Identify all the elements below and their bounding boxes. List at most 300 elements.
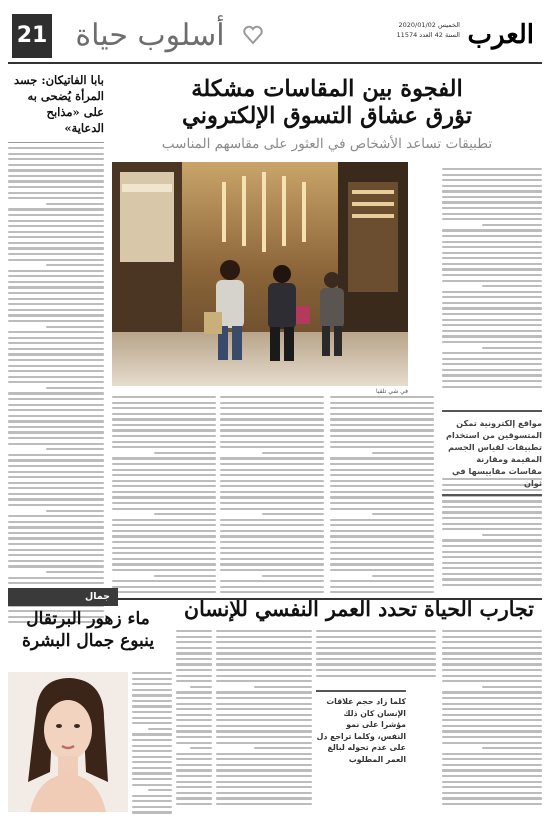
body-text-line — [112, 530, 216, 532]
body-text-line — [8, 582, 104, 584]
body-text-line — [442, 257, 542, 259]
body-text-line — [112, 547, 216, 549]
beauty-section-label: جمال — [8, 588, 118, 606]
body-text-line — [220, 496, 324, 498]
body-text-line — [442, 296, 542, 298]
body-text-line — [176, 680, 212, 682]
body-text-line — [8, 504, 104, 506]
psych-column-3 — [216, 630, 312, 805]
body-text-line — [442, 229, 542, 231]
body-text-line — [46, 571, 104, 573]
body-text-line — [132, 733, 172, 735]
body-text-line — [8, 186, 104, 188]
body-text-line — [154, 513, 216, 515]
body-text-line — [112, 535, 216, 537]
body-text-line — [112, 586, 216, 588]
body-text-line — [216, 775, 312, 777]
body-text-line — [442, 274, 542, 276]
body-text-line — [330, 463, 434, 465]
body-text-line — [46, 510, 104, 512]
body-text-line — [442, 280, 542, 282]
body-text-line — [176, 792, 212, 794]
body-text-line — [220, 463, 324, 465]
body-text-line — [220, 535, 324, 537]
body-text-line — [220, 435, 324, 437]
body-text-line — [220, 524, 324, 526]
body-text-line — [8, 314, 104, 316]
body-text-line — [316, 641, 436, 643]
headline-line-2: تؤرق عشاق التسوق الإلكتروني — [181, 103, 473, 129]
body-text-line — [112, 402, 216, 404]
body-text-line — [112, 469, 216, 471]
body-text-line — [132, 689, 172, 691]
body-text-line — [220, 541, 324, 543]
body-text-line — [442, 697, 542, 699]
body-text-line — [442, 235, 542, 237]
newspaper-logo: العرب — [467, 20, 534, 50]
body-text-line — [112, 457, 216, 459]
body-text-line — [330, 519, 434, 521]
body-text-line — [132, 778, 172, 780]
body-text-line — [132, 711, 172, 713]
body-text-line — [442, 539, 542, 541]
body-text-line — [176, 742, 212, 744]
body-text-line — [330, 480, 434, 482]
body-text-line — [442, 252, 542, 254]
body-text-line — [8, 353, 104, 355]
body-text-line — [112, 558, 216, 560]
body-text-line — [442, 730, 542, 732]
body-text-line — [216, 630, 312, 632]
body-text-line — [216, 663, 312, 665]
body-text-line — [220, 424, 324, 426]
body-text-line — [112, 569, 216, 571]
body-text-line — [132, 700, 172, 702]
body-text-line — [220, 396, 324, 398]
body-text-line — [176, 669, 212, 671]
body-text-line — [442, 341, 542, 343]
body-text-line — [442, 168, 542, 170]
body-text-line — [316, 658, 436, 660]
body-text-line — [442, 380, 542, 382]
body-text-line — [8, 376, 104, 378]
body-text-line — [442, 528, 542, 530]
body-text-line — [112, 485, 216, 487]
body-text-line — [176, 758, 212, 760]
body-text-line — [442, 567, 542, 569]
body-text-line — [330, 424, 434, 426]
body-text-line — [112, 463, 216, 465]
body-text-line — [442, 241, 542, 243]
body-text-line — [220, 502, 324, 504]
body-text-line — [176, 786, 212, 788]
body-text-line — [176, 719, 212, 721]
body-text-line — [8, 381, 104, 383]
body-text-line — [442, 578, 542, 580]
body-text-line — [220, 441, 324, 443]
body-text-line — [330, 580, 434, 582]
body-text-line — [112, 524, 216, 526]
body-text-line — [216, 725, 312, 727]
body-text-line — [442, 797, 542, 799]
body-text-line — [216, 680, 312, 682]
body-text-line — [112, 552, 216, 554]
body-text-line — [176, 714, 212, 716]
body-text-line — [176, 636, 212, 638]
body-text-line — [190, 686, 212, 688]
body-text-line — [220, 586, 324, 588]
body-text-line — [46, 264, 104, 266]
body-text-line — [442, 207, 542, 209]
body-text-line — [330, 491, 434, 493]
body-text-line — [216, 742, 312, 744]
section-title: أسلوب حياة — [75, 18, 225, 53]
body-text-line — [442, 764, 542, 766]
body-text-line — [8, 392, 104, 394]
body-text-line — [330, 535, 434, 537]
body-text-line — [330, 547, 434, 549]
body-text-line — [8, 398, 104, 400]
body-text-line — [482, 534, 542, 536]
body-text-line — [442, 246, 542, 248]
body-text-line — [8, 465, 104, 467]
body-text-line — [442, 302, 542, 304]
body-text-line — [442, 703, 542, 705]
body-text-line — [442, 324, 542, 326]
body-text-line — [216, 641, 312, 643]
body-text-line — [330, 396, 434, 398]
body-text-line — [442, 523, 542, 525]
body-text-line — [216, 803, 312, 805]
body-text-line — [442, 736, 542, 738]
body-text-line — [220, 491, 324, 493]
body-text-line — [216, 764, 312, 766]
body-text-line — [220, 591, 324, 593]
body-text-line — [220, 429, 324, 431]
body-text-line — [330, 496, 434, 498]
body-text-line — [176, 691, 212, 693]
body-text-line — [330, 418, 434, 420]
body-text-line — [216, 736, 312, 738]
body-text-line — [46, 326, 104, 328]
body-text-line — [8, 337, 104, 339]
body-text-line — [8, 169, 104, 171]
body-text-line — [8, 498, 104, 500]
body-text-line — [372, 452, 434, 454]
body-text-line — [132, 717, 172, 719]
headline-line-1: الفجوة بين المقاسات مشكلة — [191, 76, 463, 102]
body-text-line — [220, 569, 324, 571]
body-text-line — [176, 797, 212, 799]
body-text-line — [176, 764, 212, 766]
body-text-line — [8, 482, 104, 484]
body-text-line — [330, 446, 434, 448]
body-text-line — [316, 647, 436, 649]
body-text-line — [442, 319, 542, 321]
body-text-line — [442, 500, 542, 502]
body-text-line — [442, 174, 542, 176]
body-text-line — [112, 502, 216, 504]
body-text-line — [8, 426, 104, 428]
body-text-line — [330, 469, 434, 471]
body-text-line — [254, 747, 312, 749]
body-text-line — [132, 683, 172, 685]
body-text-line — [442, 307, 542, 309]
body-text-line — [216, 675, 312, 677]
body-text-line — [216, 714, 312, 716]
article-column-4 — [112, 396, 216, 593]
body-text-line — [132, 705, 172, 707]
body-text-line — [132, 784, 172, 786]
body-text-line — [220, 402, 324, 404]
body-text-line — [132, 722, 172, 724]
body-text-line — [8, 303, 104, 305]
body-text-line — [176, 703, 212, 705]
body-text-line — [132, 756, 172, 758]
sidebar-title: بابا الفاتيكان: جسد المرأة يُضحى به على «مذابح الدعاية» — [8, 72, 104, 143]
body-text-line — [46, 448, 104, 450]
body-text-line — [442, 218, 542, 220]
body-text-line — [316, 652, 436, 654]
body-text-line — [220, 530, 324, 532]
body-text-line — [442, 511, 542, 513]
body-text-line — [262, 513, 324, 515]
body-text-line — [330, 413, 434, 415]
body-text-line — [216, 719, 312, 721]
body-text-line — [8, 158, 104, 160]
body-text-line — [442, 725, 542, 727]
body-text-line — [8, 164, 104, 166]
body-text-line — [220, 413, 324, 415]
body-text-line — [316, 630, 436, 632]
body-text-line — [8, 253, 104, 255]
body-text-line — [442, 786, 542, 788]
body-text-line — [8, 197, 104, 199]
body-text-line — [482, 686, 542, 688]
article-column-3 — [220, 396, 324, 593]
body-text-line — [8, 214, 104, 216]
body-text-line — [8, 342, 104, 344]
body-text-line — [8, 437, 104, 439]
psych-column-4 — [176, 630, 212, 805]
body-text-line — [442, 719, 542, 721]
body-text-line — [176, 781, 212, 783]
body-text-line — [112, 429, 216, 431]
body-text-line — [442, 562, 542, 564]
body-text-line — [442, 185, 542, 187]
body-text-line — [8, 370, 104, 372]
body-text-line — [132, 739, 172, 741]
body-text-line — [330, 407, 434, 409]
body-text-line — [132, 772, 172, 774]
body-text-line — [8, 359, 104, 361]
body-text-line — [176, 708, 212, 710]
body-text-line — [8, 493, 104, 495]
body-text-line — [330, 441, 434, 443]
body-text-line — [112, 580, 216, 582]
body-text-line — [216, 730, 312, 732]
body-text-line — [176, 736, 212, 738]
psych-column-2 — [316, 630, 436, 677]
body-text-line — [442, 190, 542, 192]
body-text-line — [442, 708, 542, 710]
body-text-line — [442, 675, 542, 677]
body-text-line — [330, 558, 434, 560]
body-text-line — [216, 636, 312, 638]
body-text-line — [8, 532, 104, 534]
body-text-line — [176, 641, 212, 643]
body-text-line — [112, 480, 216, 482]
body-text-line — [8, 443, 104, 445]
body-text-line — [176, 652, 212, 654]
body-text-line — [8, 549, 104, 551]
body-text-line — [442, 758, 542, 760]
body-text-line — [216, 769, 312, 771]
body-text-line — [254, 686, 312, 688]
body-text-line — [8, 515, 104, 517]
body-text-line — [330, 402, 434, 404]
mall-shoppers-photo — [112, 162, 408, 386]
body-text-line — [8, 404, 104, 406]
body-text-line — [330, 552, 434, 554]
body-text-line — [8, 309, 104, 311]
body-text-line — [112, 413, 216, 415]
issue-number: السنة 42 العدد 11574 — [396, 31, 460, 39]
body-text-line — [8, 431, 104, 433]
body-text-line — [8, 543, 104, 545]
body-text-line — [442, 213, 542, 215]
body-text-line — [216, 708, 312, 710]
body-text-line — [8, 320, 104, 322]
body-text-line — [8, 420, 104, 422]
body-text-line — [132, 678, 172, 680]
body-text-line — [148, 728, 172, 730]
photo-caption: في شي تلقيا — [375, 388, 408, 395]
body-text-line — [442, 636, 542, 638]
body-text-line — [176, 753, 212, 755]
body-text-line — [132, 745, 172, 747]
body-text-line — [132, 800, 172, 802]
body-text-line — [8, 331, 104, 333]
body-text-line — [220, 480, 324, 482]
body-text-line — [330, 435, 434, 437]
body-text-line — [112, 491, 216, 493]
body-text-line — [8, 537, 104, 539]
body-text-line — [442, 652, 542, 654]
body-text-line — [8, 526, 104, 528]
body-text-line — [316, 636, 436, 638]
body-text-line — [8, 476, 104, 478]
body-text-line — [8, 281, 104, 283]
body-text-line — [442, 363, 542, 365]
body-text-line — [216, 786, 312, 788]
body-text-line — [220, 563, 324, 565]
body-text-line — [220, 508, 324, 510]
body-text-line — [316, 675, 436, 677]
body-text-line — [442, 545, 542, 547]
body-text-line — [442, 335, 542, 337]
woman-portrait-photo — [8, 672, 128, 812]
main-pullquote: مواقع إلكترونية تمكن المتسوقين من استخدام تطبيقات لقياس الجسم المقيمة ومقارنة مقاسات مقاييسها في ثوان — [442, 410, 542, 496]
body-text-line — [132, 806, 172, 808]
subheadline: تطبيقات تساعد الأشخاص في العثور على مقاسهم المناسب — [161, 136, 493, 152]
body-text-line — [262, 452, 324, 454]
body-text-line — [220, 552, 324, 554]
body-text-line — [112, 541, 216, 543]
body-text-line — [220, 407, 324, 409]
body-text-line — [330, 586, 434, 588]
heart-icon — [242, 24, 264, 46]
body-text-line — [8, 153, 104, 155]
body-text-line — [216, 658, 312, 660]
body-text-line — [112, 396, 216, 398]
body-text-line — [8, 242, 104, 244]
body-text-line — [442, 792, 542, 794]
body-text-line — [112, 474, 216, 476]
body-text-line — [176, 663, 212, 665]
body-text-line — [442, 201, 542, 203]
psychology-headline: تجارب الحياة تحدد العمر النفسي للإنسان — [184, 597, 534, 621]
body-text-line — [8, 298, 104, 300]
body-text-line — [262, 575, 324, 577]
issue-info — [350, 20, 460, 40]
body-text-line — [442, 775, 542, 777]
body-text-line — [330, 569, 434, 571]
body-text-line — [330, 563, 434, 565]
body-text-line — [442, 358, 542, 360]
body-text-line — [8, 259, 104, 261]
body-text-line — [154, 575, 216, 577]
body-text-line — [8, 231, 104, 233]
body-text-line — [442, 330, 542, 332]
body-text-line — [316, 663, 436, 665]
body-text-line — [220, 446, 324, 448]
body-text-line — [112, 435, 216, 437]
body-text-line — [8, 247, 104, 249]
body-text-line — [132, 694, 172, 696]
body-text-line — [220, 418, 324, 420]
body-text-line — [482, 224, 542, 226]
body-text-line — [8, 208, 104, 210]
body-text-line — [220, 558, 324, 560]
body-text-line — [442, 196, 542, 198]
body-text-line — [112, 591, 216, 593]
body-text-line — [442, 374, 542, 376]
body-text-line — [8, 565, 104, 567]
body-text-line — [442, 556, 542, 558]
page-number: 21 — [12, 14, 52, 58]
body-text-line — [176, 730, 212, 732]
body-text-line — [220, 519, 324, 521]
body-text-line — [176, 647, 212, 649]
body-text-line — [216, 669, 312, 671]
body-text-line — [442, 268, 542, 270]
body-text-line — [442, 742, 542, 744]
body-text-line — [112, 424, 216, 426]
body-text-line — [8, 236, 104, 238]
body-text-line — [220, 547, 324, 549]
body-text-line — [112, 508, 216, 510]
body-text-line — [132, 767, 172, 769]
body-text-line — [190, 747, 212, 749]
body-text-line — [8, 415, 104, 417]
body-text-line — [442, 386, 542, 388]
body-text-line — [482, 747, 542, 749]
body-text-line — [330, 541, 434, 543]
body-text-line — [442, 663, 542, 665]
beauty-headline: ماء زهور البرتقال ينبوع جمال البشرة — [21, 609, 155, 651]
body-text-line — [220, 469, 324, 471]
